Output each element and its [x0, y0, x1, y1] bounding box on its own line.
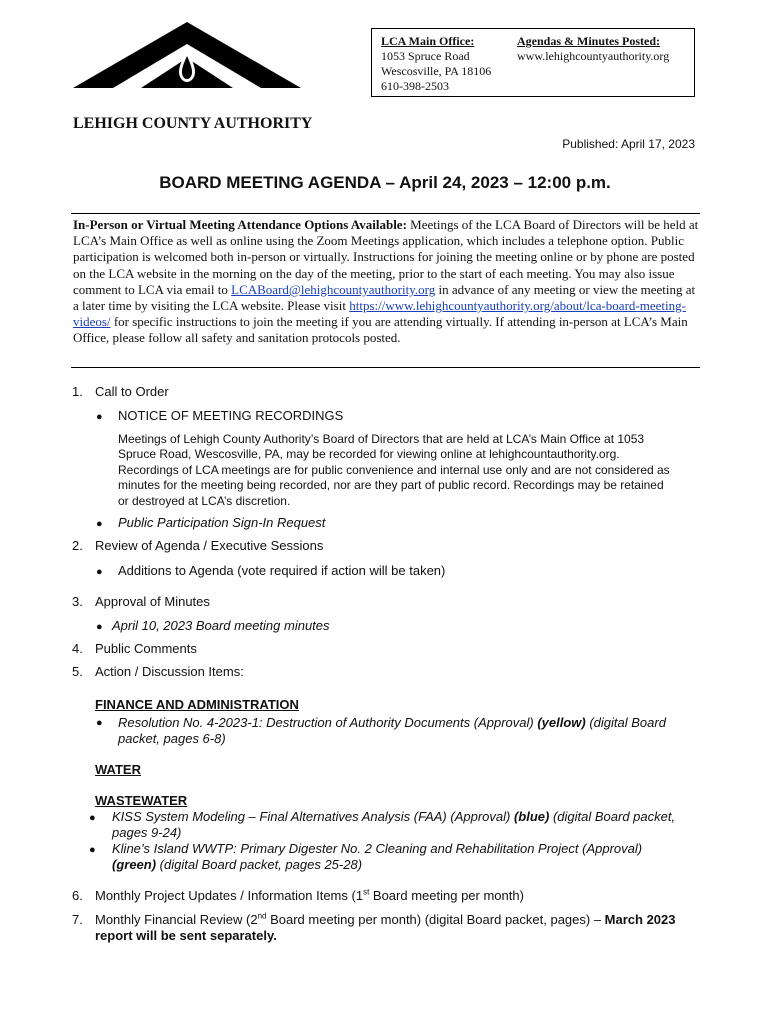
main-office-label: LCA Main Office: [381, 34, 475, 48]
published-date: Published: April 17, 2023 [562, 137, 695, 151]
recordings-line: minutes for the meeting being recorded, nor are they part of public record. Recordings may be retained [118, 478, 664, 493]
klines-color: (green) [112, 857, 157, 872]
resolution-color: (yellow) [537, 715, 586, 730]
additions-to-agenda: Additions to Agenda (vote required if action will be taken) [118, 563, 446, 578]
bullet: ● [96, 717, 103, 729]
item-number-6: 6. [72, 888, 83, 903]
bullet: ● [96, 621, 103, 633]
monthly-financial-review [95, 912, 700, 944]
approval-of-minutes: Approval of Minutes [95, 594, 210, 609]
financial-note: report will be sent separately. [95, 928, 277, 943]
resolution-item [118, 715, 698, 747]
kiss-pages: pages 9-24) [112, 825, 182, 840]
recordings-line: Meetings of Lehigh County Authority’s Board of Directors that are held at LCA’s Main Office at 1053 [118, 432, 645, 446]
bullet: ● [96, 518, 103, 530]
main-office-block [381, 34, 491, 94]
klines-item [112, 841, 702, 873]
bullet: ● [96, 566, 103, 578]
review-agenda: Review of Agenda / Executive Sessions [95, 538, 324, 553]
action-discussion-items: Action / Discussion Items: [95, 664, 244, 679]
item-number-3: 3. [72, 594, 83, 609]
main-office-phone: 610-398-2503 [381, 79, 449, 93]
resolution-pages: packet, pages 6-8) [118, 731, 226, 746]
sign-in-request: Public Participation Sign-In Request [118, 515, 326, 530]
notice-text-1: Meetings of the LCA Board of Directors will be held at LCA’s Main Office as well as online using the Zoom Meetings application, which includes a telephone option. Public participation is welcomed both in-person or virtually. Instructions for joining the meeting online or by phone are posted on the LCA website in the morning on the day of the meeting, prior to the start of each meeting. You may also issue comment to LCA via email to [73, 217, 699, 297]
monthly-sup: st [363, 887, 370, 897]
lca-logo [73, 22, 301, 90]
monthly-project-updates [95, 888, 524, 904]
financial-text: Monthly Financial Review (2 [95, 912, 258, 927]
resolution-text: Resolution No. 4-2023-1: Destruction of Authority Documents (Approval) [118, 715, 538, 730]
resolution-packet: (digital Board [585, 715, 666, 730]
klines-packet: (digital Board packet, pages 25-28) [156, 857, 363, 872]
recordings-heading: NOTICE OF MEETING RECORDINGS [118, 408, 344, 423]
recordings-line: Spruce Road, Wescosville, PA, may be recorded for viewing online at lehighcountauthority.org. [118, 447, 620, 462]
item-number-5: 5. [72, 664, 83, 679]
attendance-notice [71, 213, 700, 368]
org-name: LEHIGH COUNTY AUTHORITY [73, 115, 313, 132]
item-number-7: 7. [72, 912, 83, 927]
kiss-item [112, 809, 702, 841]
item-number-4: 4. [72, 641, 83, 656]
bullet: ● [96, 411, 103, 423]
main-office-street: 1053 Spruce Road [381, 49, 470, 63]
agendas-block [517, 34, 669, 64]
notice-text-3: for specific instructions to join the meeting if you are attending virtually. If attending in-person at LCA’s Main Office, please follow all safety and sanitation protocols posted. [73, 314, 688, 346]
bullet: ● [89, 812, 96, 824]
recordings-text [118, 432, 670, 509]
financial-sup: nd [257, 911, 267, 921]
public-comments: Public Comments [95, 641, 197, 656]
recordings-line: or destroyed at LCA’s discretion. [118, 493, 291, 508]
kiss-text: KISS System Modeling – Final Alternatives Analysis (FAA) (Approval) [112, 809, 514, 824]
agendas-url: www.lehighcountyauthority.org [517, 49, 670, 63]
monthly-text: Monthly Project Updates / Information Items (1 [95, 888, 364, 903]
meeting-videos-link[interactable]: https://www.lehighcountyauthority.org/about/lca-board-meeting-videos/ [73, 298, 686, 330]
board-email-link[interactable]: LCABoard@lehighcountyauthority.org [231, 281, 436, 297]
kiss-packet: (digital Board packet, [549, 809, 676, 824]
agendas-label: Agendas & Minutes Posted: [517, 34, 660, 48]
contact-box [371, 28, 695, 97]
klines-text: Kline’s Island WWTP: Primary Digester No. 2 Cleaning and Rehabilitation Project (Approval) [112, 841, 643, 856]
wastewater-heading: WASTEWATER [95, 793, 188, 808]
main-office-city: Wescosville, PA 18106 [381, 64, 492, 78]
item-number-1: 1. [72, 384, 83, 399]
notice-text-2: in advance of any meeting or view the meeting at a later time by visiting the LCA website. Please visit [73, 281, 696, 314]
bullet: ● [89, 844, 96, 856]
notice-lead: In-Person or Virtual Meeting Attendance Options Available: [73, 217, 407, 232]
finance-heading: FINANCE AND ADMINISTRATION [95, 697, 299, 712]
recordings-line: Recordings of LCA meetings are for public convenience and internal use only and are not considered as [118, 462, 670, 477]
kiss-color: (blue) [513, 809, 550, 824]
agenda-title: BOARD MEETING AGENDA – April 24, 2023 – 12:00 p.m. [159, 173, 611, 192]
financial-month: March 2023 [604, 912, 676, 927]
monthly-text-end: Board meeting per month) [369, 888, 524, 903]
item-number-2: 2. [72, 538, 83, 553]
financial-text-mid: Board meeting per month) (digital Board packet, pages) – [266, 912, 605, 927]
call-to-order: Call to Order [95, 384, 169, 399]
minutes-april-10: April 10, 2023 Board meeting minutes [112, 618, 330, 633]
water-heading: WATER [95, 762, 141, 777]
